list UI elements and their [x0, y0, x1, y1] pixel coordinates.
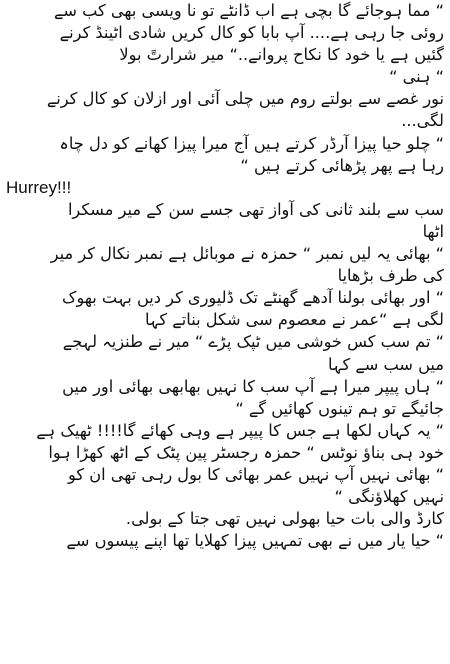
text-line: “ مما ہوجائے گا بچی ہے اب ڈانٹے تو نا ویسی بھی کب سے	[53, 1, 444, 20]
text-line: “ تم سب کس خوشی میں ٹپک پڑے “ میر نے طنزیہ لہجے	[62, 332, 444, 352]
text-line: لگی...	[401, 111, 444, 131]
text-line: “ بھائی نہیں آپ نہیں عمر بھائی کا بول رہی تھی ان کو	[68, 464, 444, 484]
text-line: کارڈ والی بات حیا بھولی نہیں تھی جتا کے بولی.	[125, 509, 444, 529]
text-line: “ ہاں پیپر میرا ہے آپ سب کا نہیں بھابھی بھائی اور میں	[62, 376, 444, 396]
text-line: رہا ہے پھر پڑھائی کرتے ہیں “	[240, 155, 444, 175]
text-line: نور غصے سے بولتے روم میں چلی آئی اور ازلان کو کال کرنے	[46, 89, 444, 109]
text-line: “ چلو حیا پیزا آرڈر کرتے ہیں آج میرا پیزا کھانے کو دل چاہ	[59, 133, 444, 153]
text-line: “ اور بھائی بولنا آدھے گھنٹے تک ڈلیوری کر دیں بہت بھوک	[61, 288, 444, 308]
text-line: کی طرف بڑھایا	[337, 266, 444, 286]
text-line: “ ہنی “	[389, 67, 444, 87]
text-line: روئی جا رہی ہے.... آپ بابا کو کال کریں شادی اٹینڈ کرنے	[59, 23, 444, 43]
text-line: “ یہ کہاں لکھا ہے جس کا پیپر ہے وہی کھائے گا!!!! ٹھیک ہے	[36, 420, 444, 440]
text-line: “ بھائی یہ لیں نمبر “ حمزہ نے موبائل ہے نمبر نکال کر میر	[50, 244, 444, 264]
text-line: سب سے بلند ثانی کی آواز تھی جسے سن کے میر مسکرا	[67, 199, 444, 219]
text-line: خود ہی بناؤ نوٹس “ حمزہ رجسٹر پین پٹک کے اٹھ کھڑا ہوا	[48, 442, 444, 462]
text-line: Hurrey!!!	[6, 177, 72, 197]
text-line: گئیں ہے یا خود کا نکاح پروانے..“ میر شرارتً بولا	[119, 45, 444, 65]
text-line: لگی ہے “عمر نے معصوم سی شکل بناتے کہا	[145, 310, 444, 330]
text-line: اٹھا	[422, 221, 444, 241]
text-line: نہیں کھلاؤنگی “	[334, 487, 444, 507]
text-line: “ حیا یار میں نے بھی تمہیں پیزا کھلایا تھا اپنے پیسوں سے	[66, 531, 444, 551]
text-line: میں سب سے کہا	[328, 354, 444, 374]
text-line: جائیگے تو ہم تینوں کھائیں گے “	[235, 398, 444, 418]
